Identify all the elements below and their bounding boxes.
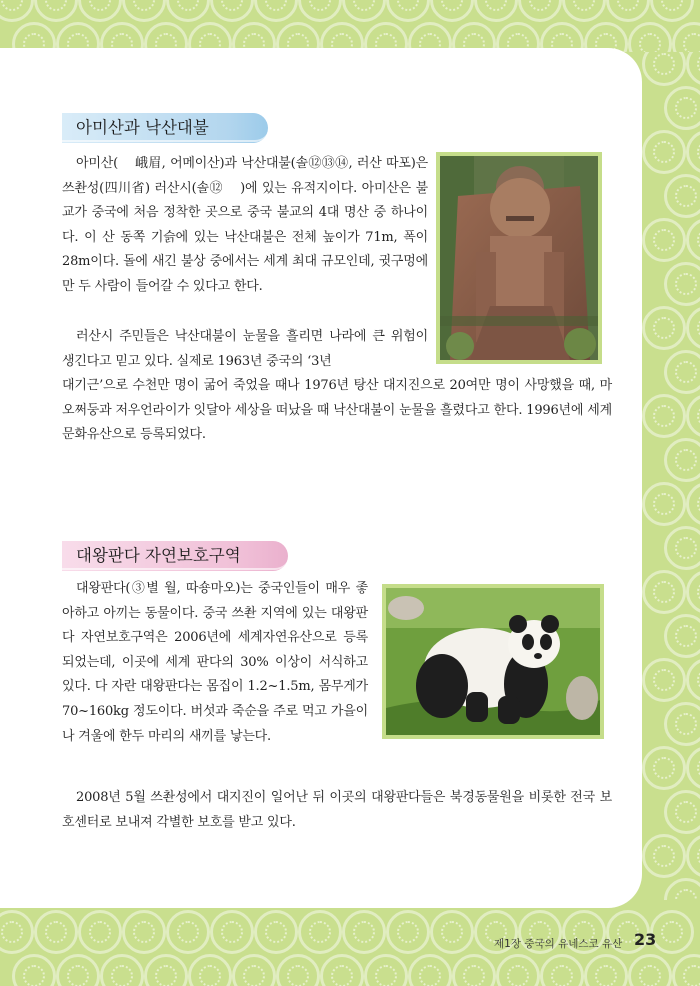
emeishan-paragraph-2-end: 대기근’으로 수천만 명이 굶어 죽었을 때나 1976년 탕산 대지진으로 20여만 명이 사망했을 때, 마오쩌둥과 저우언라이가 잇달아 세상을 떠났을 때 낙산대불이 눈물을 흘렸다고 한다. 1996년에 세계문화유산으로 등록되었다. <box>62 378 612 443</box>
decorative-circle <box>166 910 210 954</box>
page-number: 23 <box>634 930 657 949</box>
decorative-circle <box>642 130 686 174</box>
decorative-circle <box>232 954 276 986</box>
decorative-circle <box>122 910 166 954</box>
decorative-circle <box>672 954 700 986</box>
decorative-circle <box>144 954 188 986</box>
decorative-circle <box>664 878 700 900</box>
decorative-circle <box>100 954 144 986</box>
chapter-footer: 제1장 중국의 유네스코 유산 <box>494 938 623 950</box>
decorative-circle <box>342 910 386 954</box>
decorative-circle <box>254 910 298 954</box>
emeishan-paragraph-2-start: 러산시 주민들은 낙산대불이 눈물을 흘리면 나라에 큰 위험이 생긴다고 믿고 있다. 실제로 1963년 중국의 ‘3년 <box>62 329 428 369</box>
decorative-circle <box>628 22 672 52</box>
decorative-circle <box>0 0 34 22</box>
decorative-circle <box>518 0 562 22</box>
decorative-circle <box>78 0 122 22</box>
decorative-circle <box>686 218 700 262</box>
decorative-circle <box>686 570 700 614</box>
decorative-circle <box>686 746 700 790</box>
decorative-circle <box>664 438 700 482</box>
decorative-circle <box>650 910 694 954</box>
decorative-circle <box>34 0 78 22</box>
decorative-circle <box>642 218 686 262</box>
decorative-circle <box>642 394 686 438</box>
section-heading-emeishan <box>62 113 268 143</box>
decorative-circle <box>166 0 210 22</box>
decorative-circle <box>210 0 254 22</box>
decorative-circle <box>210 910 254 954</box>
leshan-buddha-illustration <box>440 156 598 360</box>
decorative-circle <box>78 910 122 954</box>
decorative-circle <box>188 954 232 986</box>
decorative-circle <box>540 954 584 986</box>
decorative-circle <box>430 910 474 954</box>
decorative-circle <box>642 52 686 86</box>
giant-panda-photo <box>382 584 604 739</box>
decorative-circle <box>664 262 700 306</box>
decorative-circle <box>254 0 298 22</box>
giant-panda-illustration <box>386 588 600 735</box>
decorative-circle <box>628 954 672 986</box>
decorative-circle <box>686 130 700 174</box>
decorative-circle <box>584 954 628 986</box>
decorative-circle <box>386 910 430 954</box>
decorative-circle <box>642 482 686 526</box>
decorative-circle <box>686 394 700 438</box>
decorative-circle <box>664 702 700 746</box>
decorative-right-band <box>640 52 700 900</box>
leshan-buddha-photo <box>436 152 602 364</box>
section-heading-text: 대왕판다 자연보호구역 <box>76 546 241 565</box>
decorative-circle <box>298 910 342 954</box>
decorative-circle <box>664 614 700 658</box>
decorative-circle <box>298 0 342 22</box>
decorative-top-band <box>0 0 700 52</box>
decorative-circle <box>664 526 700 570</box>
decorative-circle <box>642 746 686 790</box>
panda-paragraph-1: 대왕판다(③별 월, 따숑마오)는 중국인들이 매우 좋아하고 아끼는 동물이다. 중국 쓰촨 지역에 있는 대왕판다 자연보호구역은 2006년에 세계자연유산으로 등록되었는데, 이곳에 세계 판다의 30% 이상이 서식하고 있다. 다 자란 대왕판다는 몸집이 1.2~1.5m, 몸무게가 70~160kg 정도이다. 버섯과 죽순을 주로 먹고 가을이나 겨울에 한두 마리의 새끼를 낳는다. <box>62 581 368 744</box>
decorative-circle <box>642 570 686 614</box>
decorative-circle <box>562 0 606 22</box>
decorative-circle <box>664 350 700 394</box>
decorative-circle <box>34 910 78 954</box>
decorative-circle <box>686 482 700 526</box>
decorative-circle <box>12 954 56 986</box>
decorative-circle <box>642 658 686 702</box>
decorative-circle <box>650 0 694 22</box>
emeishan-paragraph-1: 아미산(ㅤ 峨眉, 어메이산)과 낙산대불(솔⑫⑬⑭, 러산 따포)은 쓰촨성(四川省) 러산시(솔⑫ ㅤ)에 있는 유적지이다. 아미산은 불교가 중국에 처음 정착한 곳으로 중국 불교의 4대 명산 중 하나이다. 이 산 동쪽 기슭에 있는 낙산대불은 전체 높이가 71m, 폭이 28m이다. 돌에 새긴 불상 중에서는 세계 최대 규모인데, 귓구멍에만 두 사람이 들어갈 수 있다고 한다. <box>62 156 428 294</box>
decorative-circle <box>686 306 700 350</box>
decorative-circle <box>606 0 650 22</box>
decorative-circle <box>320 954 364 986</box>
decorative-circle <box>430 0 474 22</box>
section-heading-panda <box>62 541 288 571</box>
decorative-circle <box>686 834 700 878</box>
decorative-circle <box>496 954 540 986</box>
decorative-circle <box>408 954 452 986</box>
decorative-circle <box>686 52 700 86</box>
decorative-circle <box>0 910 34 954</box>
panda-paragraph-2: 2008년 5월 쓰촨성에서 대지진이 일어난 뒤 이곳의 대왕판다들은 북경동물원을 비롯한 전국 보호센터로 보내져 각별한 보호를 받고 있다. <box>62 790 612 830</box>
decorative-circle <box>276 954 320 986</box>
decorative-circle <box>386 0 430 22</box>
decorative-circle <box>664 790 700 834</box>
decorative-circle <box>672 22 700 52</box>
section-heading-text: 아미산과 낙산대불 <box>76 118 209 137</box>
decorative-circle <box>664 174 700 218</box>
decorative-circle <box>56 954 100 986</box>
decorative-circle <box>452 954 496 986</box>
decorative-circle <box>642 834 686 878</box>
decorative-circle <box>364 954 408 986</box>
decorative-circle <box>664 86 700 130</box>
decorative-circle <box>686 658 700 702</box>
decorative-circle <box>122 0 166 22</box>
decorative-circle <box>642 306 686 350</box>
decorative-circle <box>342 0 386 22</box>
decorative-circle <box>474 0 518 22</box>
